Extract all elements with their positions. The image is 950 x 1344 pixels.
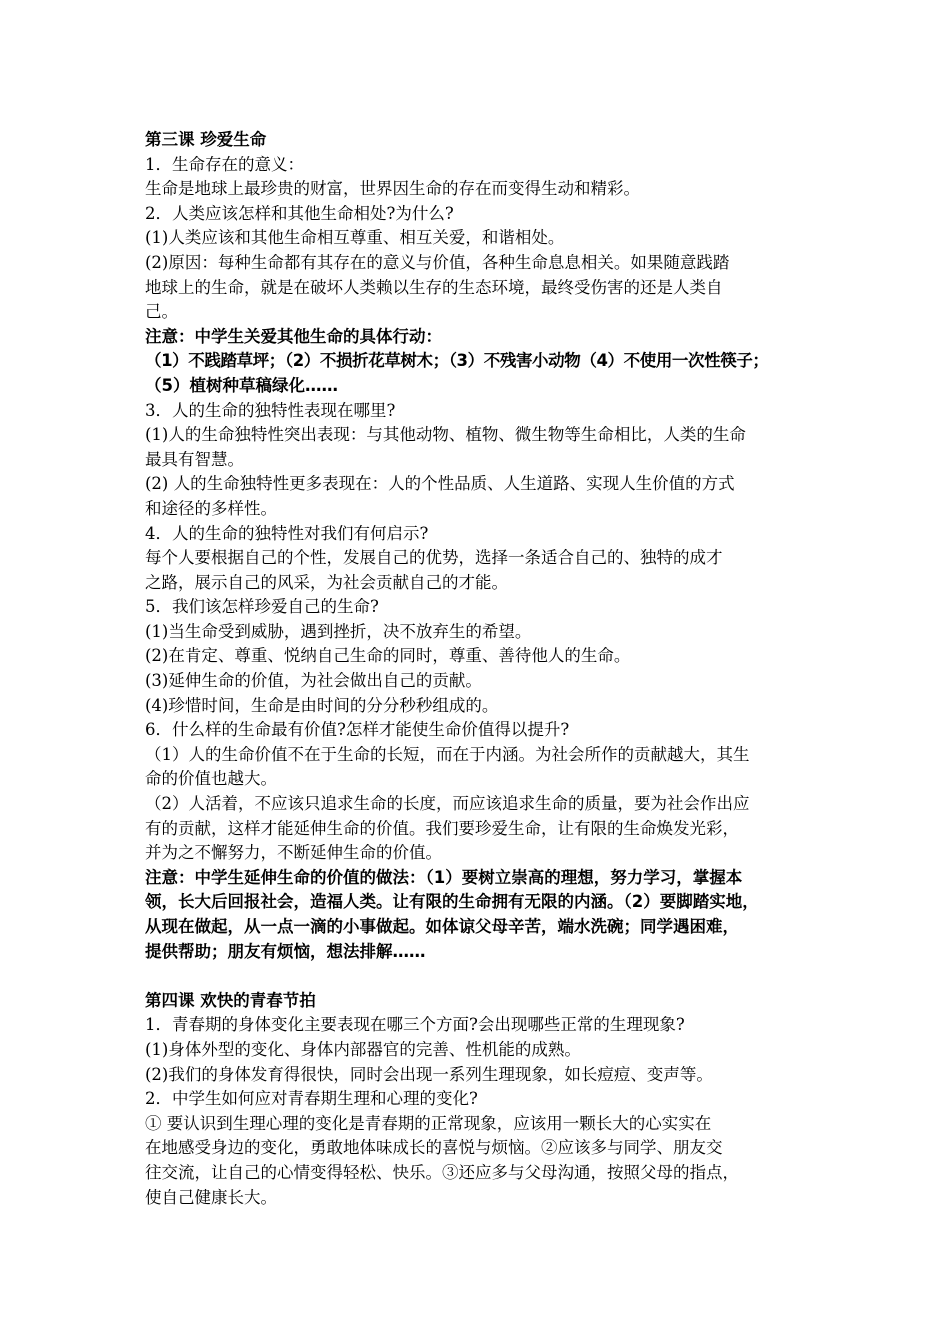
text-line: 1．青春期的身体变化主要表现在哪三个方面?会出现哪些正常的生理现象? xyxy=(145,1015,685,1035)
text-line: 2．中学生如何应对青春期生理和心理的变化? xyxy=(145,1089,478,1109)
note-line: （1）不践踏草坪；（2）不损折花草树木；（3）不残害小动物（4）不使用一次性筷子； xyxy=(145,351,769,371)
lesson-3-title: 第三课 珍爱生命 xyxy=(145,130,267,149)
text-line: 1．生命存在的意义： xyxy=(145,154,304,174)
text-line: （2）人活着，不应该只追求生命的长度，而应该追求生命的质量，要为社会作出应 xyxy=(145,794,750,814)
text-line: 5．我们该怎样珍爱自己的生命? xyxy=(145,597,379,617)
text-line: (3)延伸生命的价值，为社会做出自己的贡献。 xyxy=(145,671,482,691)
text-line: (4)珍惜时间，生命是由时间的分分秒秒组成的。 xyxy=(145,695,499,715)
text-line: (1)当生命受到威胁，遇到挫折，决不放弃生的希望。 xyxy=(145,621,532,641)
text-line: 最具有智慧。 xyxy=(145,449,244,469)
note-line: 注意：中学生关爱其他生命的具体行动： xyxy=(145,326,442,346)
text-line: 每个人要根据自己的个性，发展自己的优势，选择一条适合自己的、独特的成才 xyxy=(145,548,723,568)
document-page xyxy=(145,128,825,1210)
text-line: (2)我们的身体发育得很快，同时会出现一系列生理现象，如长痘痘、变声等。 xyxy=(145,1064,713,1084)
text-line: 往交流，让自己的心情变得轻松、快乐。③还应多与父母沟通，按照父母的指点， xyxy=(145,1162,739,1182)
note-line: 从现在做起，从一点一滴的小事做起。如体谅父母辛苦，端水洗碗；同学遇困难， xyxy=(145,917,739,936)
text-line: (1)人的生命独特性突出表现：与其他动物、植物、微生物等生命相比，人类的生命 xyxy=(145,425,746,445)
text-line: 和途径的多样性。 xyxy=(145,498,277,518)
text-line: 之路，展示自己的风采，为社会贡献自己的才能。 xyxy=(145,572,508,592)
text-line: 地球上的生命，就是在破坏人类赖以生存的生态环境，最终受伤害的还是人类自 xyxy=(145,277,723,297)
text-line: （1）人的生命价值不在于生命的长短，而在于内涵。为社会所作的贡献越大，其生 xyxy=(145,744,750,764)
text-line: 在地感受身边的变化，勇敢地体味成长的喜悦与烦恼。②应该多与同学、朋友交 xyxy=(145,1138,723,1158)
text-line: 命的价值也越大。 xyxy=(145,769,277,789)
text-line: 6．什么样的生命最有价值?怎样才能使生命价值得以提升? xyxy=(145,720,570,740)
blank-line xyxy=(145,964,825,989)
text-line: (2)在肯定、尊重、悦纳自己生命的同时，尊重、善待他人的生命。 xyxy=(145,646,631,666)
text-line: 生命是地球上最珍贵的财富，世界因生命的存在而变得生动和精彩。 xyxy=(145,179,640,199)
note-line: 注意：中学生延伸生命的价值的做法：（1）要树立崇高的理想，努力学习，掌握本 xyxy=(145,867,743,887)
text-line: (2) 人的生命独特性更多表现在：人的个性品质、人生道路、实现人生价值的方式 xyxy=(145,474,735,494)
text-line: ① 要认识到生理心理的变化是青春期的正常现象，应该用一颗长大的心实实在 xyxy=(145,1113,712,1133)
text-line: 使自己健康长大。 xyxy=(145,1187,277,1207)
text-line: 4．人的生命的独特性对我们有何启示? xyxy=(145,523,429,543)
note-line: 提供帮助；朋友有烦恼，想法排解…… xyxy=(145,941,426,961)
text-line: 并为之不懈努力，不断延伸生命的价值。 xyxy=(145,843,442,863)
text-line: 有的贡献，这样才能延伸生命的价值。我们要珍爱生命，让有限的生命焕发光彩， xyxy=(145,818,739,838)
text-line: (1)人类应该和其他生命相互尊重、相互关爱，和谐相处。 xyxy=(145,228,565,248)
text-line: 2．人类应该怎样和其他生命相处?为什么? xyxy=(145,203,454,223)
text-line: 3．人的生命的独特性表现在哪里? xyxy=(145,400,396,420)
text-line: (1)身体外型的变化、身体内部器官的完善、性机能的成熟。 xyxy=(145,1039,581,1059)
note-line: （5）植树种草稿绿化…… xyxy=(145,375,338,395)
text-line: (2)原因：每种生命都有其存在的意义与价值，各种生命息息相关。如果随意践踏 xyxy=(145,252,730,272)
text-line: 己。 xyxy=(145,302,178,322)
lesson-4-title: 第四课 欢快的青春节拍 xyxy=(145,990,316,1010)
note-line: 领，长大后回报社会，造福人类。让有限的生命拥有无限的内涵。（2）要脚踏实地， xyxy=(145,892,759,912)
